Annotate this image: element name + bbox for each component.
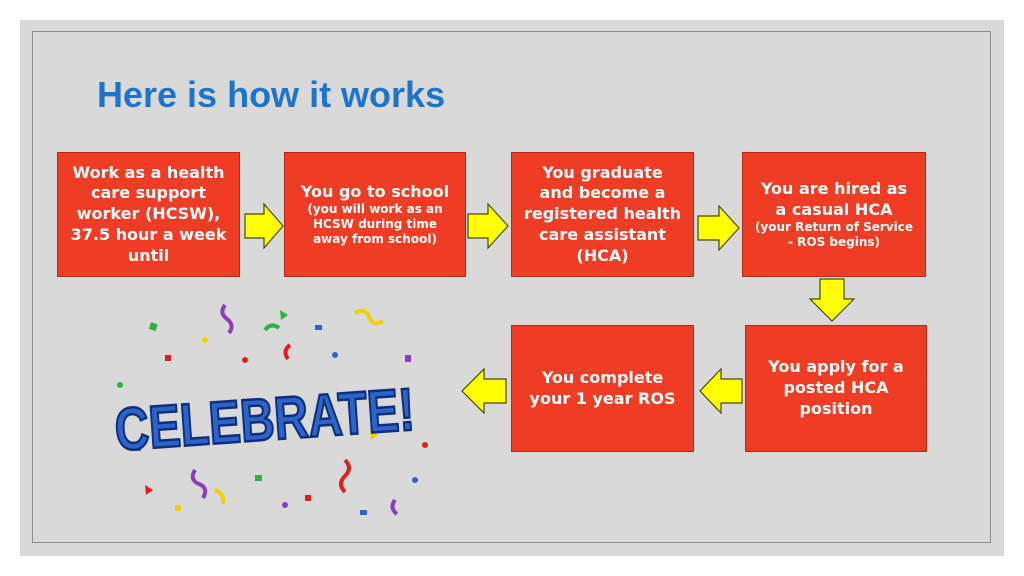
step-text: Work as a health care support worker (HCSW), 37.5 hour a week until	[70, 162, 227, 265]
step-box-graduate	[511, 152, 694, 277]
arrow-left-icon	[461, 368, 507, 414]
step-text: You are hired as a casual HCA	[760, 178, 908, 219]
step-text: You graduate and become a registered health care assistant (HCA)	[523, 162, 682, 265]
step-box-go-to-school	[284, 152, 466, 277]
slide-title: Here is how it works	[97, 74, 446, 115]
celebrate-text: CELEBRATE!	[112, 369, 499, 464]
step-subtext: (your Return of Service - ROS begins)	[754, 220, 913, 250]
arrow-right-icon	[244, 203, 284, 249]
step-text: You apply for a posted HCA position	[768, 357, 904, 418]
step-box-hired-casual-hca	[742, 152, 926, 277]
arrow-left-icon	[699, 368, 743, 414]
arrow-right-icon	[697, 205, 740, 251]
arrow-right-icon	[467, 203, 509, 249]
step-box-work-as-hcsw	[57, 152, 240, 277]
arrow-down-icon	[809, 278, 855, 322]
step-subtext: (you will work as an HCSW during time away from school)	[307, 202, 443, 247]
celebrate-clipart	[105, 295, 499, 525]
step-text: You complete your 1 year ROS	[529, 367, 676, 408]
step-box-complete-ros	[511, 325, 694, 452]
step-box-apply-posted-hca	[745, 325, 927, 452]
step-text: You go to school	[300, 181, 450, 201]
